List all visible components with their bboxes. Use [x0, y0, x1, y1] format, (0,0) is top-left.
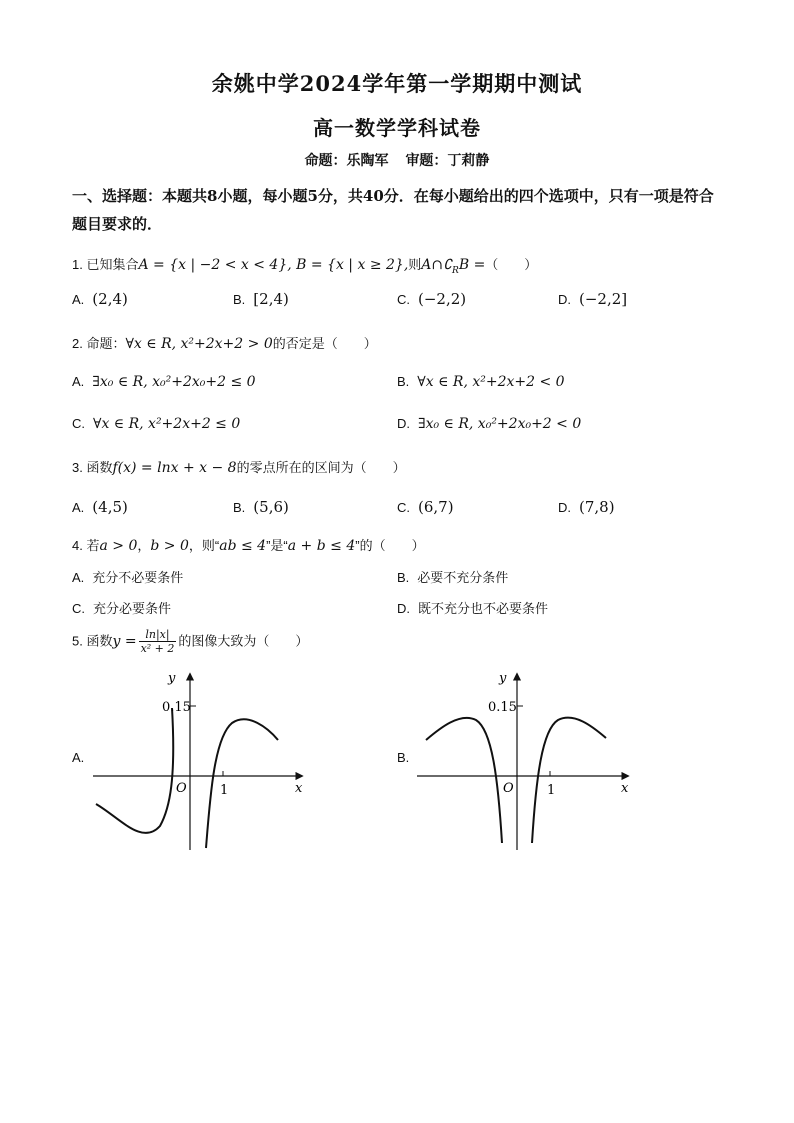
exam-title: 余姚中学2024学年第一学期期中测试: [211, 71, 583, 96]
fraction: $\frac{\ln|x|}{\text{x² + 2}}$: [140, 628, 175, 655]
curve-left: [96, 708, 173, 833]
question-1-stem: 1. 已知集合A = {x | −2 < x < 4}, B = {x | x ≥ 2},则$A\cap∁_RB$ =（ ）: [72, 257, 538, 276]
y-tick-label: 0.15: [162, 700, 191, 715]
q5-graph-a[interactable]: [90, 668, 320, 858]
q4-option-b[interactable]: B. 必要不充分条件: [397, 570, 509, 585]
reviewer: 审题：丁莉静: [405, 153, 490, 169]
origin-label: O: [176, 781, 187, 796]
q5-option-a-label[interactable]: A.: [72, 750, 85, 765]
authors-line: [0, 150, 794, 170]
question-4-stem: 4. 若a > 0，b > 0，则“ab ≤ 4”是“a + b ≤ 4”的（ ）: [72, 538, 425, 554]
curve-right: [206, 719, 278, 848]
q3-option-a[interactable]: A. (4,5): [72, 498, 128, 516]
q4-option-c[interactable]: C. 充分必要条件: [72, 601, 172, 616]
exam-subtitle: 高一数学学科试卷: [313, 116, 481, 140]
x-tick-label: 1: [220, 783, 229, 798]
x-tick-label: 1: [547, 783, 556, 798]
question-5-stem: 5. 函数y = $\frac{\ln|x|}{\text{x² + 2}}$ 的图像大致为（ ）: [72, 628, 309, 655]
x-axis-label: x: [295, 781, 303, 796]
curve-right: [532, 718, 606, 843]
q2-option-d[interactable]: D. ∃x₀ ∈ R, x₀²+2x₀+2 < 0: [397, 416, 582, 432]
q5-option-b-label[interactable]: B.: [397, 750, 410, 765]
q5-graph-b[interactable]: [414, 668, 644, 858]
q1-option-b[interactable]: B. [2,4): [233, 290, 289, 308]
q2-option-a[interactable]: A. ∃x₀ ∈ R, x₀²+2x₀+2 ≤ 0: [72, 374, 256, 390]
q3-option-b[interactable]: B. (5,6): [233, 498, 289, 516]
question-2-stem: 2. 命题：∀x ∈ R, x²+2x+2 > 0的否定是（ ）: [72, 336, 377, 352]
q3-option-d[interactable]: D. (7,8): [558, 498, 615, 516]
y-axis-label: y: [499, 671, 507, 686]
q2-option-b[interactable]: B. ∀x ∈ R, x²+2x+2 < 0: [397, 374, 565, 390]
question-3-stem: 3. 函数f(x) = lnx + x − 8的零点所在的区间为（ ）: [72, 460, 406, 476]
y-axis-label: y: [168, 671, 176, 686]
q1-option-d[interactable]: D. (−2,2]: [558, 290, 628, 308]
q1-option-c[interactable]: C. (−2,2): [397, 290, 467, 308]
q3-option-c[interactable]: C. (6,7): [397, 498, 454, 516]
y-tick-label: 0.15: [488, 700, 517, 715]
curve-left: [426, 718, 502, 843]
q4-option-d[interactable]: D. 既不充分也不必要条件: [397, 601, 549, 616]
proposer: 命题：乐陶军: [304, 153, 389, 169]
origin-label: O: [503, 781, 514, 796]
q2-option-c[interactable]: C. ∀x ∈ R, x²+2x+2 ≤ 0: [72, 416, 241, 432]
q1-option-a[interactable]: A. (2,4): [72, 290, 128, 308]
q4-option-a[interactable]: A. 充分不必要条件: [72, 570, 184, 585]
x-axis-label: x: [621, 781, 629, 796]
section-heading: 一、选择题：本题共8小题，每小题5分，共40分．在每小题给出的四个选项中，只有一项是符合题目要求的．: [72, 187, 714, 233]
